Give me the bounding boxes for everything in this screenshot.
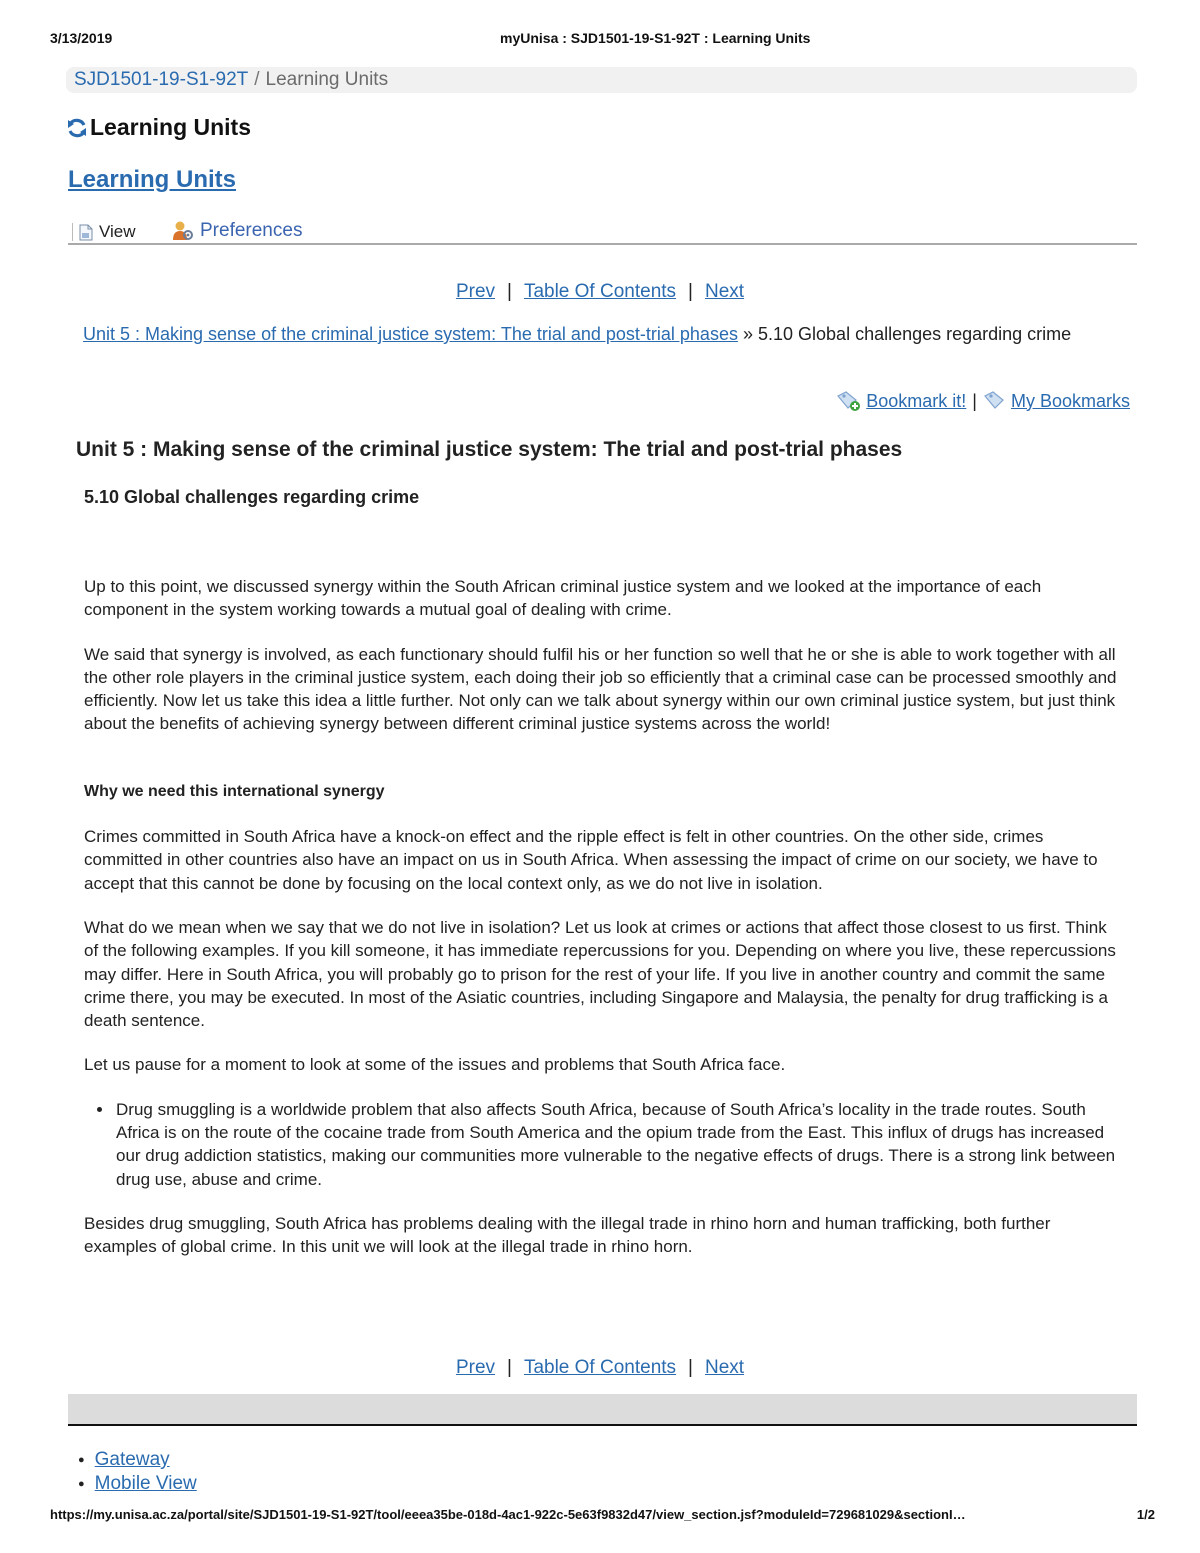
- table-of-contents-link[interactable]: Table Of Contents: [523, 1357, 677, 1378]
- prev-link[interactable]: Prev: [455, 1357, 496, 1378]
- pager-divider: |: [688, 281, 693, 302]
- print-url: https://my.unisa.ac.za/portal/site/SJD1501-19-S1-92T/tool/eeea35be-018d-4ac1-922c-5e63f9832d47/view_section.jsf?moduleId=729681029&sectionI…: [50, 1507, 966, 1522]
- pager-bottom: [0, 1357, 1200, 1379]
- bookmarks-bar: [836, 390, 1130, 412]
- pager-divider: |: [688, 1357, 693, 1378]
- my-bookmarks-label: My Bookmarks: [1010, 390, 1130, 411]
- footer-item-gateway: [78, 1448, 197, 1472]
- breadcrumb-current: Learning Units: [265, 69, 389, 90]
- pager-divider: |: [507, 281, 512, 302]
- preferences-button[interactable]: [172, 220, 302, 242]
- trail-section: 5.10 Global challenges regarding crime: [758, 324, 1072, 344]
- tool-title: [66, 114, 251, 141]
- footer-item-mobile-view: [78, 1472, 197, 1496]
- bookmark-it-button[interactable]: [836, 390, 966, 412]
- page-icon: [79, 224, 93, 241]
- gateway-link[interactable]: Gateway: [94, 1449, 170, 1470]
- print-date: 3/13/2019: [50, 30, 113, 46]
- footer-links: [78, 1448, 197, 1496]
- bullet-list: [114, 1098, 1124, 1191]
- table-of-contents-link[interactable]: Table Of Contents: [523, 281, 677, 302]
- pager-top: [0, 281, 1200, 303]
- unit-link[interactable]: Unit 5 : Making sense of the criminal justice system: The trial and post-trial phases: [83, 324, 738, 344]
- footer-bar: [68, 1394, 1137, 1426]
- unit-heading: Unit 5 : Making sense of the criminal justice system: The trial and post-trial phases: [76, 438, 903, 461]
- preferences-label: Preferences: [200, 220, 303, 241]
- print-page-number: 1/2: [1136, 1507, 1155, 1522]
- bookmark-tag-icon: [983, 391, 1005, 411]
- paragraph: We said that synergy is involved, as each functionary should fulfil his or her function so well that he or she is able to work together with all the other role players in the criminal justice system, each doing their job so efficiently that a criminal case can be processed smoothly and efficiently. Now let us take this idea a little further. Not only can we talk about synergy within our own criminal justice system, but just think about the benefits of achieving synergy between different criminal justice systems across the world!: [84, 644, 1117, 734]
- prev-link[interactable]: Prev: [455, 281, 496, 302]
- print-title: myUnisa : SJD1501-19-S1-92T : Learning Units: [500, 30, 811, 46]
- content-body: [84, 575, 1124, 1280]
- bookmark-it-label: Bookmark it!: [866, 390, 967, 411]
- paragraph: Besides drug smuggling, South Africa has problems dealing with the illegal trade in rhino horn and human trafficking, both further examples of global crime. In this unit we will look at the illegal trade in rhino horn.: [84, 1213, 1051, 1257]
- list-item: • Drug smuggling is a worldwide problem that also affects South Africa, because of South Africa’s locality in the trade routes. South Africa is on the route of the cocaine trade from South America and the opium trade from the East. This influx of drugs has increased our drug addiction statistics, making our communities more vulnerable to the negative effects of drugs. There is a strong link between drug use, abuse and crime.: [114, 1098, 1124, 1191]
- bullet-icon: ●: [78, 1478, 85, 1490]
- breadcrumb: [66, 67, 1137, 93]
- view-button[interactable]: [72, 222, 136, 242]
- bookmarks-divider: |: [972, 390, 977, 411]
- paragraph: What do we mean when we say that we do not live in isolation? Let us look at crimes or actions that affect those closest to us first. Think of the following examples. If you kill someone, it has immediate repercussions for you. Depending on where you live, these repercussions may differ. Here in South Africa, you will probably go to prison for the rest of your life. If you live in another country and commit the same crime there, you may be executed. In most of the Asiatic countries, including Singapore and Malaysia, the penalty for drug trafficking is a death sentence.: [84, 917, 1116, 1031]
- bullet-icon: ●: [78, 1454, 85, 1466]
- breadcrumb-separator: /: [254, 69, 260, 90]
- paragraph: Crimes committed in South Africa have a knock-on effect and the ripple effect is felt in other countries. On the other side, crimes committed in other countries also have an impact on us in South Africa. When assessing the impact of crime on our society, we have to accept that this cannot be done by focusing on the local context only, as we do not live in isolation.: [84, 827, 1098, 893]
- paragraph: Let us pause for a moment to look at some of the issues and problems that South Africa face.: [84, 1055, 786, 1075]
- refresh-icon[interactable]: [66, 117, 88, 139]
- my-bookmarks-button[interactable]: [983, 391, 1130, 412]
- toolbar: [68, 218, 1137, 245]
- view-label: View: [99, 222, 136, 241]
- next-link[interactable]: Next: [704, 281, 745, 302]
- section-trail: [83, 322, 1123, 346]
- print-header: [50, 30, 1150, 50]
- trail-arrow: »: [742, 324, 753, 344]
- tool-title-text: Learning Units: [90, 114, 252, 140]
- next-link[interactable]: Next: [704, 1357, 745, 1378]
- user-preferences-icon: [172, 220, 194, 242]
- content-subheading: Why we need this international synergy: [84, 782, 385, 800]
- breadcrumb-site-link[interactable]: SJD1501-19-S1-92T: [74, 69, 249, 90]
- paragraph: Up to this point, we discussed synergy within the South African criminal justice system and we looked at the importance of each component in the system working towards a mutual goal of dealing with crime.: [84, 577, 1042, 620]
- learning-units-link[interactable]: Learning Units: [68, 166, 237, 193]
- toolbar-divider: [72, 223, 73, 241]
- mobile-view-link[interactable]: Mobile View: [94, 1473, 197, 1494]
- bookmark-add-icon: [836, 390, 860, 412]
- section-heading: 5.10 Global challenges regarding crime: [84, 487, 420, 507]
- pager-divider: |: [507, 1357, 512, 1378]
